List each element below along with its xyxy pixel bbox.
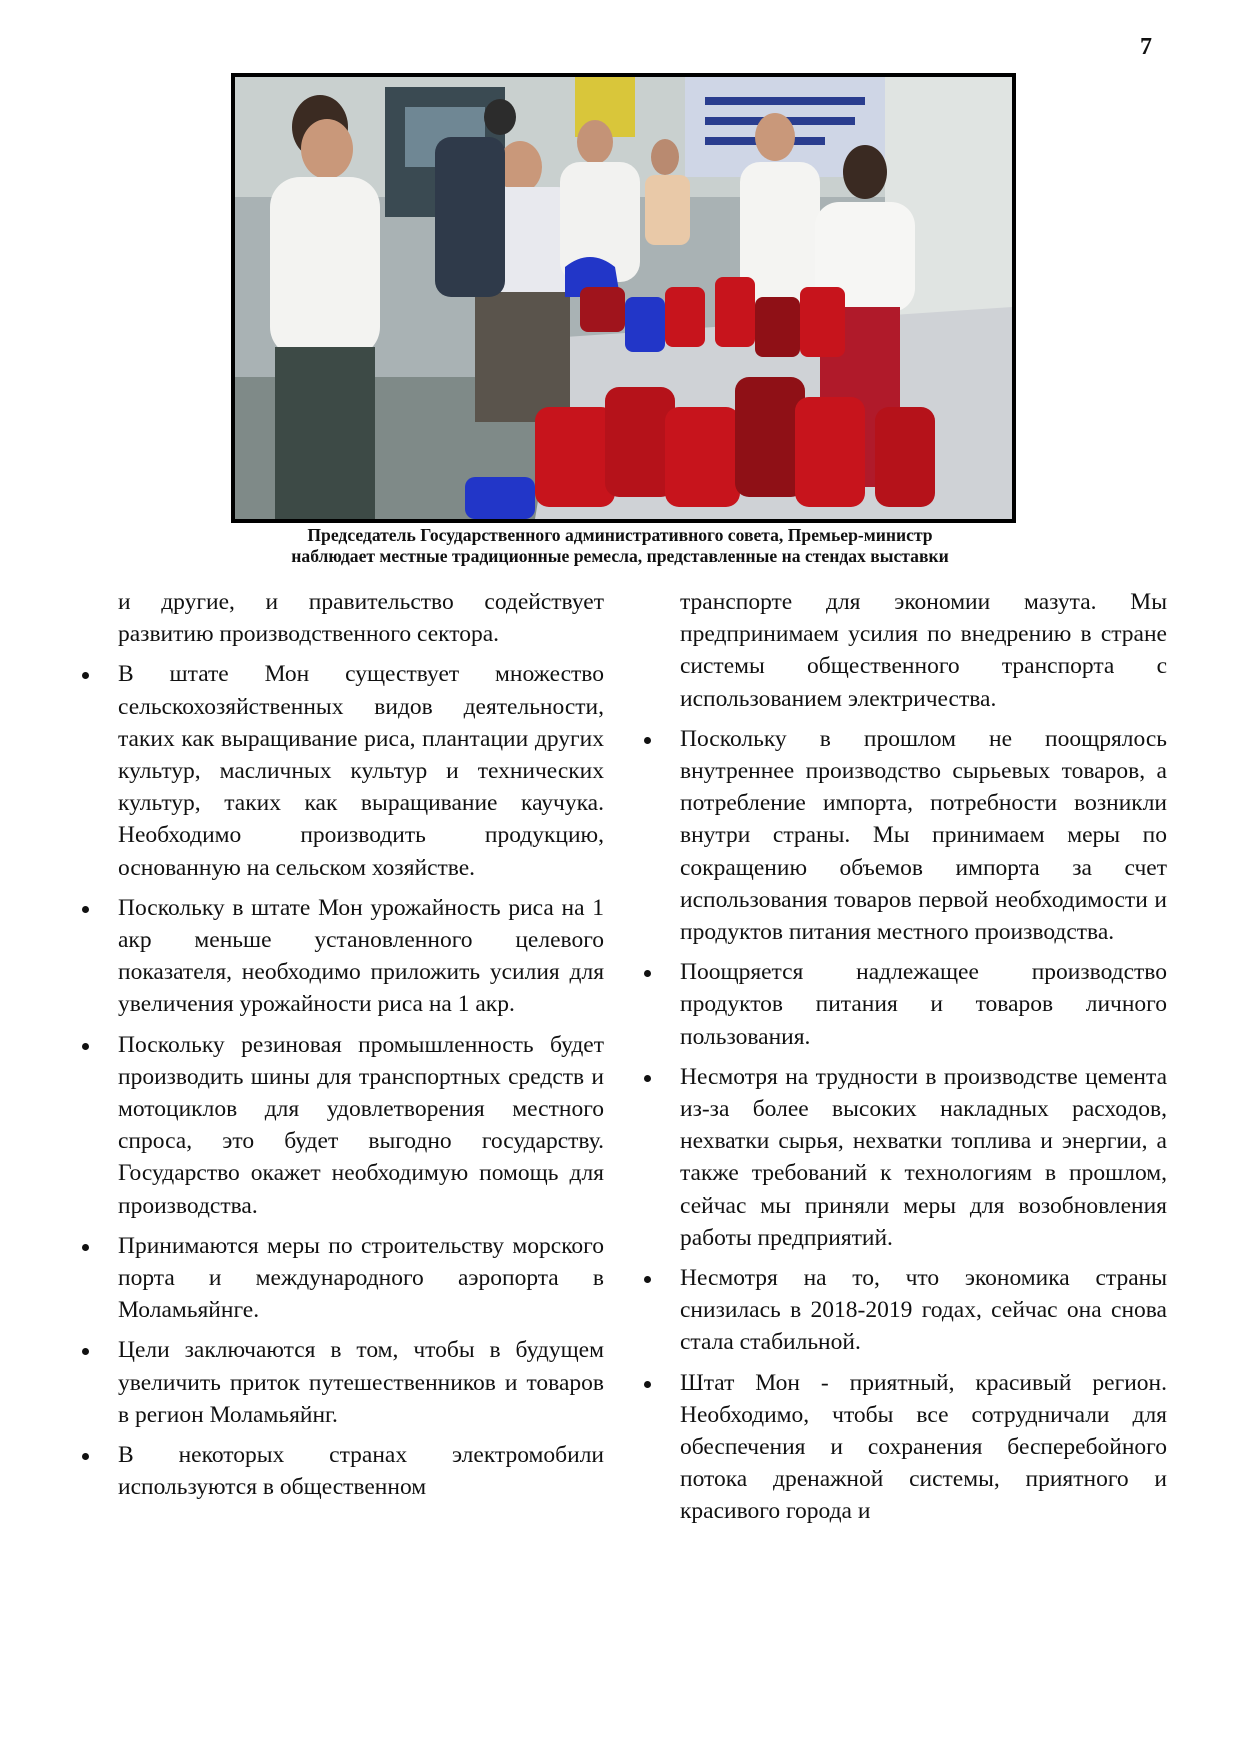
- caption-line-2: наблюдает местные традиционные ремесла, представленные на стендах выставки: [291, 546, 949, 566]
- bullet-icon: [644, 1381, 651, 1388]
- list-item-text: Поскольку в штате Мон урожайность риса на 1 акр меньше установленного целевого показателя, необходимо приложить усилия для увеличения урожайности риса на 1 акр.: [118, 894, 604, 1018]
- right-continuation-text: транспорте для экономии мазута. Мы предпринимаем усилия по внедрению в стране системы общественного транспорта с использованием электричества.: [680, 589, 1167, 712]
- bullet-icon: [82, 672, 89, 679]
- page-number: 7: [1140, 34, 1152, 60]
- bullet-icon: [644, 1075, 651, 1082]
- list-item-text: Поскольку в прошлом не поощрялось внутреннее производство сырьевых товаров, а потребление импорта, потребности возникли внутри страны. Мы принимаем меры по сокращению объемов импорта за счет использования товаров первой необходимости и продуктов питания местного производства.: [680, 725, 1167, 946]
- list-item: [118, 1439, 604, 1503]
- list-item-text: Поощряется надлежащее производство продуктов питания и товаров личного пользования.: [680, 959, 1167, 1050]
- right-bullet-list: [644, 723, 1167, 1528]
- left-continuation-text: и другие, и правительство содействует развитию производственного сектора.: [118, 589, 604, 648]
- list-item: [118, 1230, 604, 1327]
- bullet-icon: [82, 1348, 89, 1355]
- list-item: [118, 1334, 604, 1431]
- exhibition-photo: [231, 73, 1016, 523]
- left-column: [82, 586, 604, 1511]
- list-item: [118, 1029, 604, 1222]
- left-bullet-list: [82, 658, 604, 1503]
- bullet-icon: [644, 1276, 651, 1283]
- list-item-text: Принимаются меры по строительству морского порта и международного аэропорта в Моламьяйнге.: [118, 1232, 604, 1324]
- list-item-text: Несмотря на трудности в производстве цемента из-за более высоких накладных расходов, нехватки сырья, нехватки топлива и энергии, а также требований к технологиям в прошлом, сейчас мы приняли меры для возобновления работы предприятий.: [680, 1063, 1167, 1251]
- list-item: [680, 1061, 1167, 1254]
- photo-caption: [150, 525, 1090, 567]
- bullet-icon: [644, 737, 651, 744]
- list-item: [680, 1262, 1167, 1359]
- list-item: [118, 892, 604, 1021]
- list-item: [680, 956, 1167, 1053]
- list-item-text: Поскольку резиновая промышленность будет производить шины для транспортных средств и мотоциклов для удовлетворения местного спроса, это будет выгодно государству. Государство окажет необходимую помощь для производства.: [118, 1031, 604, 1219]
- list-item-text: Несмотря на то, что экономика страны снизилась в 2018-2019 годах, сейчас она снова стала стабильной.: [680, 1265, 1167, 1356]
- list-item-text: В некоторых странах электромобили используются в общественном: [118, 1442, 604, 1501]
- bullet-icon: [82, 1453, 89, 1460]
- caption-line-1: Председатель Государственного административного совета, Премьер-министр: [307, 525, 933, 545]
- list-item-text: В штате Мон существует множество сельскохозяйственных видов деятельности, таких как выращивание риса, плантации других культур, масличных культур и технических культур, таких как выращивание каучука. Необходимо производить продукцию, основанную на сельском хозяйстве.: [118, 661, 604, 881]
- list-item: [680, 1367, 1167, 1528]
- list-item-text: Штат Мон - приятный, красивый регион. Необходимо, чтобы все сотрудничали для обеспечения и сохранения бесперебойного потока дренажной системы, приятного и красивого города и: [680, 1369, 1167, 1525]
- bullet-icon: [644, 970, 651, 977]
- list-item-text: Цели заключаются в том, чтобы в будущем увеличить приток путешественников и товаров в регион Моламьяйнг.: [118, 1337, 604, 1428]
- bullet-icon: [82, 906, 89, 913]
- list-item: [680, 723, 1167, 948]
- photo-exhibition-visit-icon: [235, 77, 1012, 519]
- right-column: [644, 586, 1167, 1536]
- bullet-icon: [82, 1244, 89, 1251]
- bullet-icon: [82, 1043, 89, 1050]
- list-item: [118, 658, 604, 883]
